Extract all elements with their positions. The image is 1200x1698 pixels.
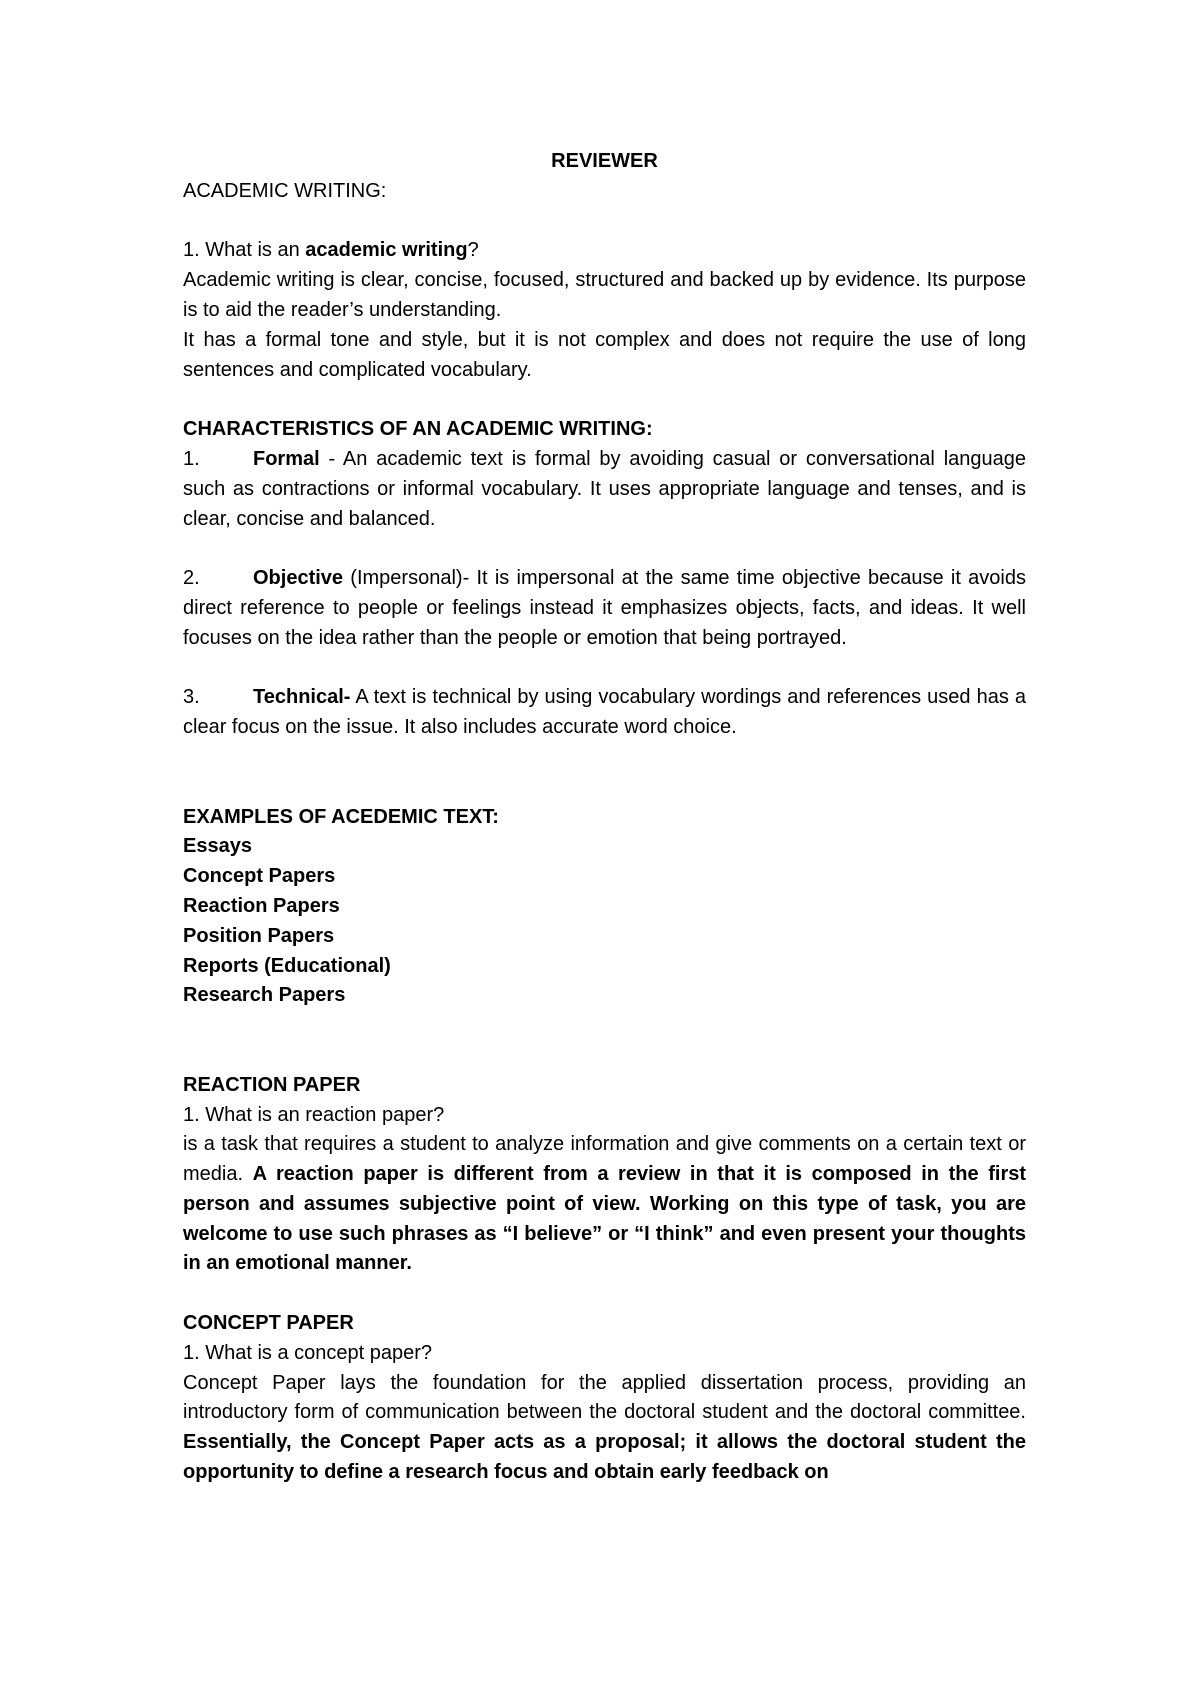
item-term: Objective <box>253 567 344 590</box>
item-number: 3. <box>183 686 200 709</box>
characteristics-heading: CHARACTERISTICS OF AN ACADEMIC WRITING: <box>183 418 653 441</box>
academic-question-term: academic writing <box>305 239 468 262</box>
characteristic-item <box>183 564 1026 653</box>
concept-paper-paragraph <box>183 1369 1026 1488</box>
academic-question <box>183 236 1026 266</box>
item-text: (Impersonal)- It is impersonal at the same time objective because it avoids direct reference to people or feelings instead it emphasizes objects, facts, and ideas. It well focuses on the idea rather than the people or emotion that being portrayed. <box>183 567 1026 649</box>
reaction-paper-heading: REACTION PAPER <box>183 1073 361 1096</box>
reaction-paper-question: 1. What is an reaction paper? <box>183 1103 445 1126</box>
examples-heading: EXAMPLES OF ACEDEMIC TEXT: <box>183 805 499 828</box>
item-term: Technical- <box>253 686 351 709</box>
example-item: Research Papers <box>183 984 346 1007</box>
spacer <box>183 385 1026 415</box>
concept-paper-heading: CONCEPT PAPER <box>183 1312 354 1335</box>
reaction-text-bold: A reaction paper is different from a review in that it is composed in the first person and assumes subjective point of view. Working on this type of task, you are welcome to use such phrases as “I believe” or “I think” and even present your thoughts in an emotional manner. <box>183 1163 1027 1275</box>
spacer <box>183 1011 1026 1071</box>
academic-question-suffix: ? <box>467 239 479 262</box>
spacer <box>183 743 1026 803</box>
item-number: 2. <box>183 567 200 590</box>
example-item: Reaction Papers <box>183 894 340 917</box>
example-item: Position Papers <box>183 924 335 947</box>
academic-writing-heading: ACADEMIC WRITING: <box>183 179 387 202</box>
item-text: - An academic text is formal by avoiding casual or conversational language such as contractions or informal vocabulary. It uses appropriate language and tenses, and is clear, concise and balanced. <box>183 447 1026 530</box>
item-number: 1. <box>183 447 200 470</box>
characteristic-item <box>183 445 1026 534</box>
item-term: Formal <box>253 447 320 470</box>
academic-paragraph-1: Academic writing is clear, concise, focused, structured and backed up by evidence. Its purpose is to aid the reader’s understanding. <box>183 269 1026 321</box>
characteristic-item <box>183 683 1026 743</box>
concept-paper-question: 1. What is a concept paper? <box>183 1341 433 1364</box>
item-text: A text is technical by using vocabulary wordings and references used has a clear focus on the issue. It also includes accurate word choice. <box>183 686 1026 739</box>
reaction-paper-paragraph <box>183 1130 1026 1279</box>
example-item: Essays <box>183 835 252 858</box>
example-item: Reports (Educational) <box>183 954 391 977</box>
academic-question-prefix: 1. What is an <box>183 239 306 262</box>
concept-text-normal: Concept Paper lays the foundation for the applied dissertation process, providing an introductory form of communication between the doctoral student and the doctoral committee. <box>183 1371 1026 1424</box>
concept-text-bold: Essentially, the Concept Paper acts as a proposal; it allows the doctoral student the opportunity to define a research focus and obtain early feedback on <box>183 1431 1026 1484</box>
example-item: Concept Papers <box>183 865 336 888</box>
reaction-text-normal: is a task that requires a student to analyze information and give comments on a certain text or media. <box>183 1133 1026 1186</box>
spacer <box>183 207 1026 237</box>
academic-paragraph-2: It has a formal tone and style, but it is not complex and does not require the use of long sentences and complicated vocabulary. <box>183 328 1026 381</box>
page-title: REVIEWER <box>551 150 658 172</box>
spacer <box>183 654 1026 684</box>
spacer <box>183 534 1026 564</box>
spacer <box>183 1279 1026 1309</box>
